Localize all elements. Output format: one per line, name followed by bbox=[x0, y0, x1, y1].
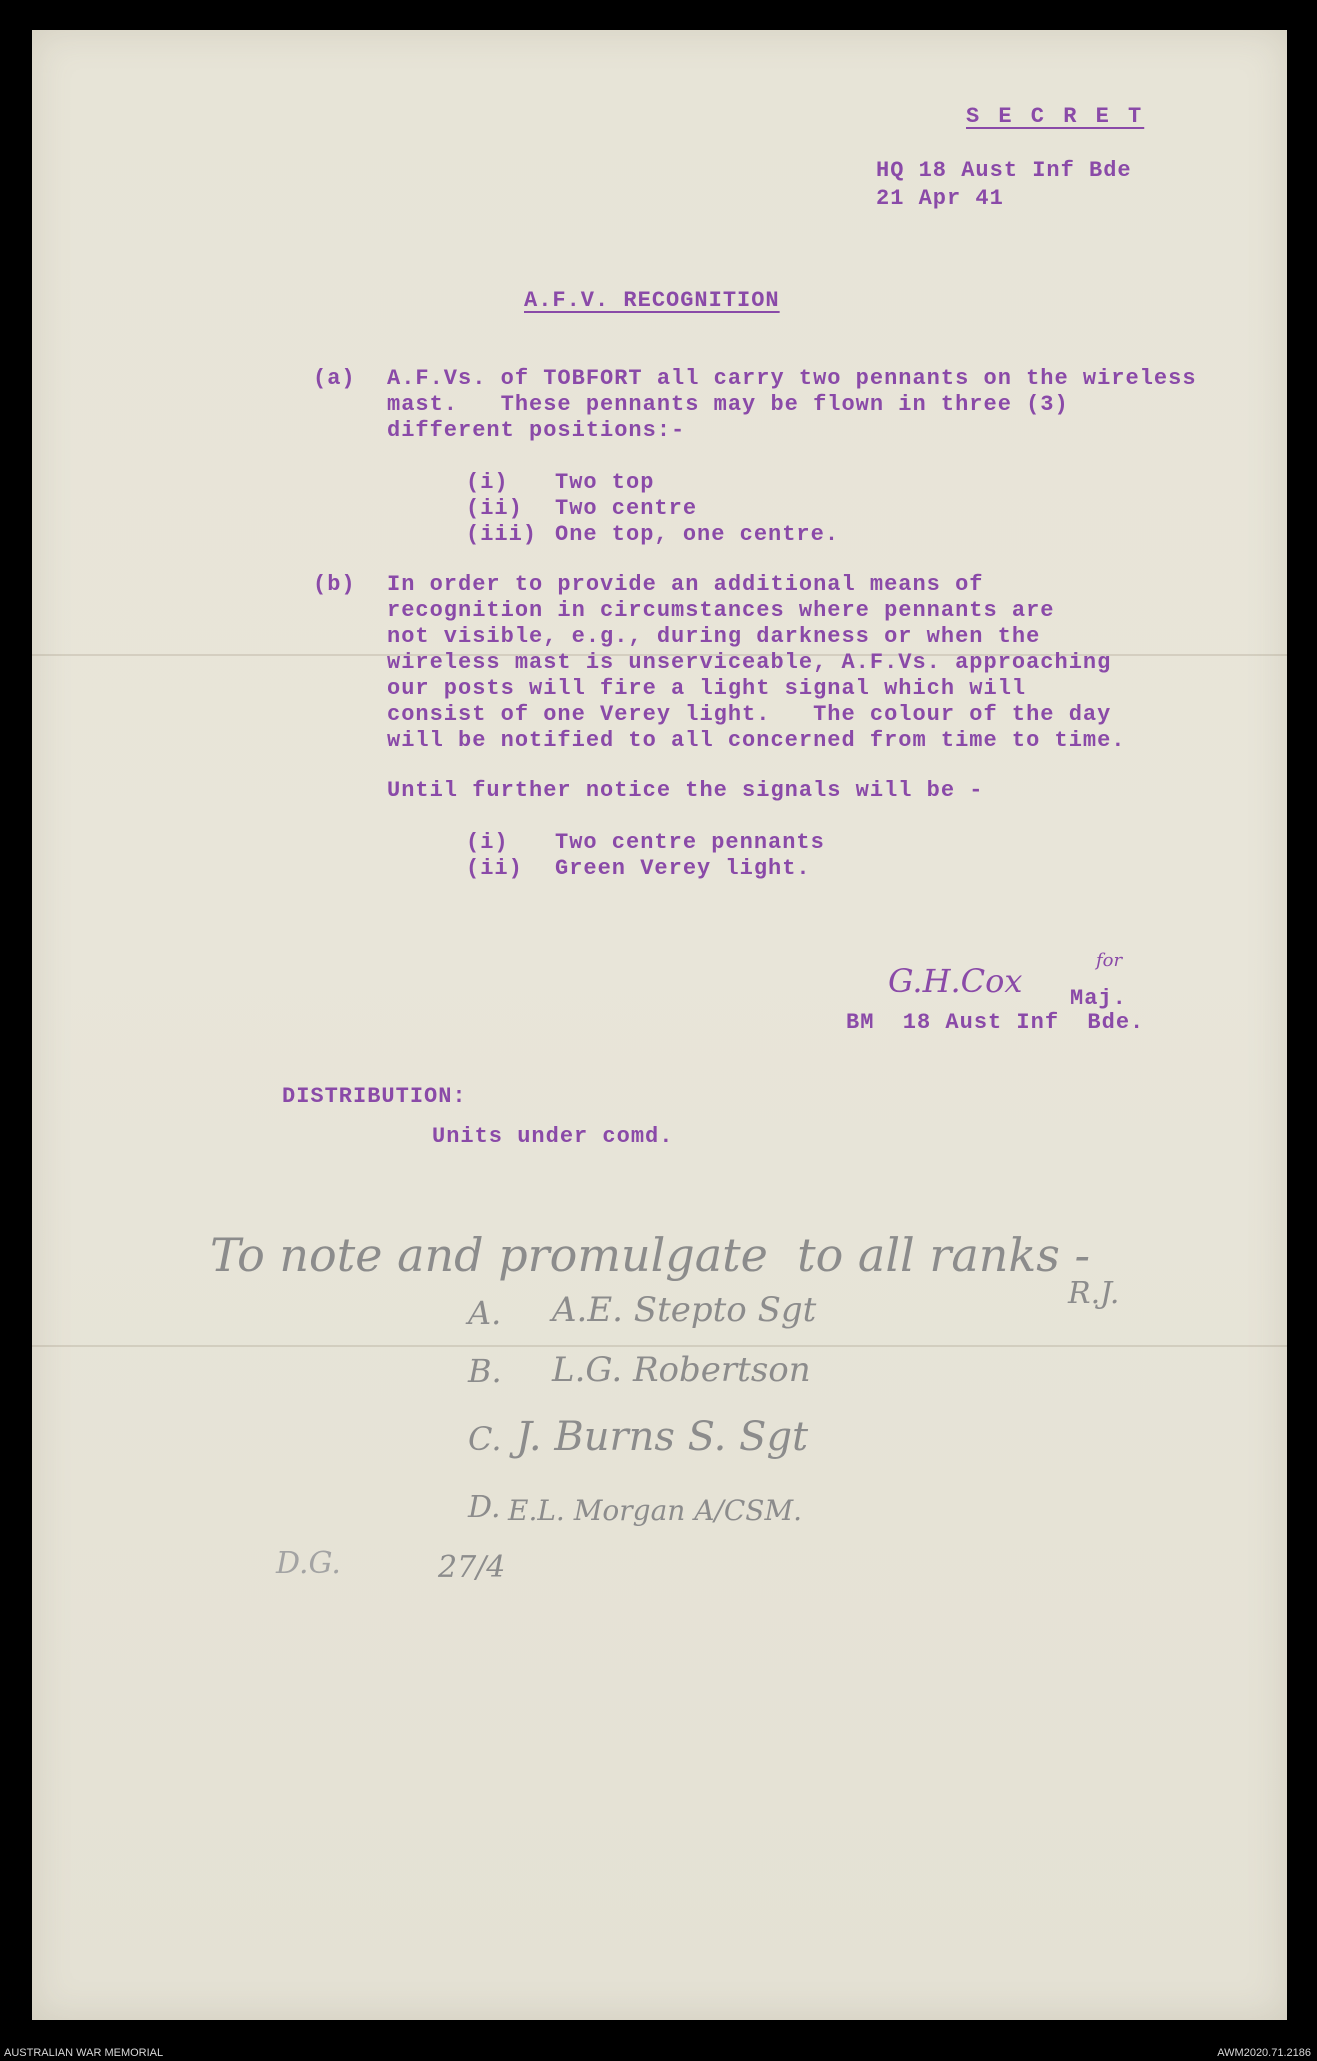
classification-marking: S E C R E T bbox=[966, 104, 1145, 129]
acknowledgement-letter: D. bbox=[468, 1490, 501, 1525]
para-b-item-num: (ii) bbox=[466, 856, 523, 881]
para-b-line: will be notified to all concerned from time to time. bbox=[387, 728, 1126, 753]
para-a-line: A.F.Vs. of TOBFORT all carry two pennants on the wireless bbox=[387, 366, 1197, 391]
para-b-item-num: (i) bbox=[466, 830, 509, 855]
para-b-line: In order to provide an additional means of bbox=[387, 572, 984, 597]
document-title: A.F.V. RECOGNITION bbox=[524, 288, 780, 313]
acknowledgement-name: E.L. Morgan A/CSM. bbox=[508, 1494, 803, 1527]
para-a-item-text: Two centre bbox=[555, 496, 698, 521]
para-a-item-num: (i) bbox=[466, 470, 509, 495]
para-a-item-text: Two top bbox=[555, 470, 655, 495]
para-b-line: wireless mast is unserviceable, A.F.Vs. approaching bbox=[387, 650, 1112, 675]
acknowledgement-name: A.E. Stepto Sgt bbox=[552, 1290, 817, 1330]
para-b-until: Until further notice the signals will be - bbox=[387, 778, 984, 803]
para-a-item-text: One top, one centre. bbox=[555, 522, 840, 547]
para-b-item-text: Two centre pennants bbox=[555, 830, 825, 855]
para-a-item-num: (ii) bbox=[466, 496, 523, 521]
para-a-item-num: (iii) bbox=[466, 522, 538, 547]
para-a-marker: (a) bbox=[313, 366, 356, 391]
header-date: 21 Apr 41 bbox=[876, 186, 1004, 211]
para-a-line: different positions:- bbox=[387, 418, 686, 443]
pencil-instruction: To note and promulgate to all ranks - bbox=[210, 1228, 1091, 1282]
footer-accession-number: AWM2020.71.2186 bbox=[1217, 2047, 1311, 2059]
footer-archive-label: AUSTRALIAN WAR MEMORIAL bbox=[4, 2047, 164, 2059]
para-b-line: recognition in circumstances where pennants are bbox=[387, 598, 1055, 623]
acknowledgement-letter: B. bbox=[468, 1352, 502, 1390]
para-b-marker: (b) bbox=[313, 572, 356, 597]
signature-rank: Maj. bbox=[1070, 986, 1127, 1011]
acknowledgement-letter: C. bbox=[468, 1420, 502, 1458]
para-b-item-text: Green Verey light. bbox=[555, 856, 811, 881]
para-a-line: mast. These pennants may be flown in three (3) bbox=[387, 392, 1069, 417]
signature-title: BM 18 Aust Inf Bde. bbox=[846, 1010, 1145, 1035]
para-b-line: not visible, e.g., during darkness or when the bbox=[387, 624, 1041, 649]
distribution-label: DISTRIBUTION: bbox=[282, 1084, 467, 1109]
acknowledgement-name: L.G. Robertson bbox=[552, 1350, 811, 1390]
pencil-initials: R.J. bbox=[1068, 1276, 1120, 1311]
header-unit: HQ 18 Aust Inf Bde bbox=[876, 158, 1132, 183]
para-b-line: our posts will fire a light signal which will bbox=[387, 676, 1027, 701]
acknowledgement-letter: A. bbox=[468, 1294, 502, 1332]
distribution-value: Units under comd. bbox=[432, 1124, 674, 1149]
signature-for: for bbox=[1096, 950, 1123, 971]
pencil-bottom-initials: D.G. bbox=[276, 1546, 341, 1581]
fold-line bbox=[32, 1345, 1287, 1347]
acknowledgement-name: J. Burns S. Sgt bbox=[516, 1414, 809, 1460]
pencil-bottom-date: 27/4 bbox=[438, 1550, 506, 1585]
handwritten-signature: G.H.Cox bbox=[888, 962, 1023, 1000]
para-b-line: consist of one Verey light. The colour of the day bbox=[387, 702, 1112, 727]
